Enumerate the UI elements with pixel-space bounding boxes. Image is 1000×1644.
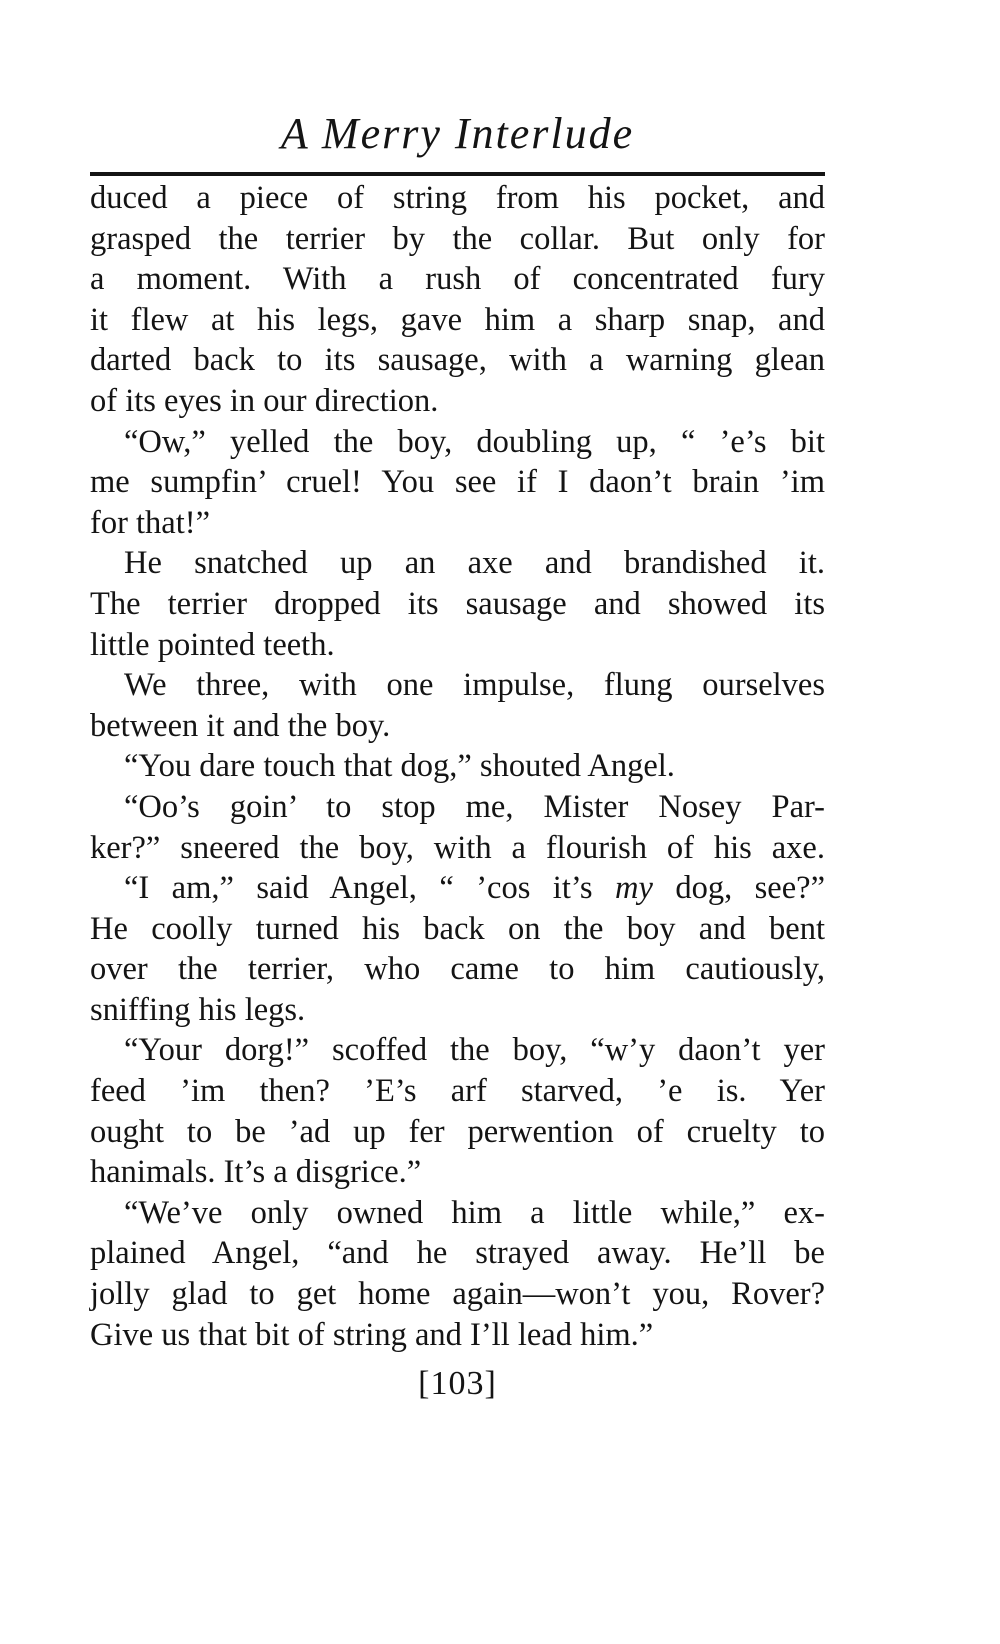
text-line: feed ’im then? ’E’s arf starved, ’e is. Yer [90, 1073, 825, 1110]
header-rule [90, 172, 825, 176]
text-line: Give us that bit of string and I’ll lead him.” [90, 1316, 654, 1353]
text-line: We three, with one impulse, flung ourselves [124, 667, 825, 704]
emphasis-text: my [614, 870, 653, 907]
text-line: ought to be ’ad up fer perwention of cruelty to [90, 1113, 825, 1150]
text-line: “Your dorg!” scoffed the boy, “w’y daon’t yer [124, 1032, 825, 1069]
text-segment: dog, see?” [652, 870, 825, 907]
text-line: ker?” sneered the boy, with a flourish of his axe. [90, 829, 825, 866]
text-line [90, 868, 825, 909]
text-line: a moment. With a rush of concentrated fury [90, 261, 825, 298]
text-line: jolly glad to get home again—won’t you, Rover? [90, 1276, 825, 1313]
text-line: “We’ve only owned him a little while,” ex- [124, 1194, 825, 1231]
text-line: of its eyes in our direction. [90, 382, 439, 419]
text-line: over the terrier, who came to him cautiously, [90, 951, 825, 988]
text-line: sniffing his legs. [90, 991, 306, 1028]
page-number: [103] [418, 1365, 497, 1402]
text-line: me sumpfin’ cruel! You see if I daon’t brain ’im [90, 464, 825, 501]
text-line: hanimals. It’s a disgrice.” [90, 1154, 422, 1191]
text-line: He snatched up an axe and brandished it. [124, 545, 825, 582]
text-segment: “I am,” said Angel, “ ’cos it’s [124, 870, 615, 907]
text-line: little pointed teeth. [90, 626, 335, 663]
body-text [90, 178, 825, 1355]
text-line: duced a piece of string from his pocket, and [90, 180, 825, 216]
text-line: “You dare touch that dog,” shouted Angel. [124, 748, 675, 785]
text-line: it flew at his legs, gave him a sharp snap, and [90, 301, 825, 338]
text-line: for that!” [90, 504, 211, 541]
text-line: He coolly turned his back on the boy and bent [90, 910, 825, 947]
text-line: grasped the terrier by the collar. But only for [90, 220, 825, 257]
text-line: darted back to its sausage, with a warning glean [90, 342, 825, 379]
text-line: “Oo’s goin’ to stop me, Mister Nosey Par- [124, 788, 825, 825]
running-head: A Merry Interlude [280, 109, 635, 158]
text-line: plained Angel, “and he strayed away. He’ll be [90, 1235, 825, 1272]
text-line: “Ow,” yelled the boy, doubling up, “ ’e’s bit [124, 423, 825, 460]
text-line: The terrier dropped its sausage and showed its [90, 585, 825, 622]
text-line: between it and the boy. [90, 707, 391, 744]
